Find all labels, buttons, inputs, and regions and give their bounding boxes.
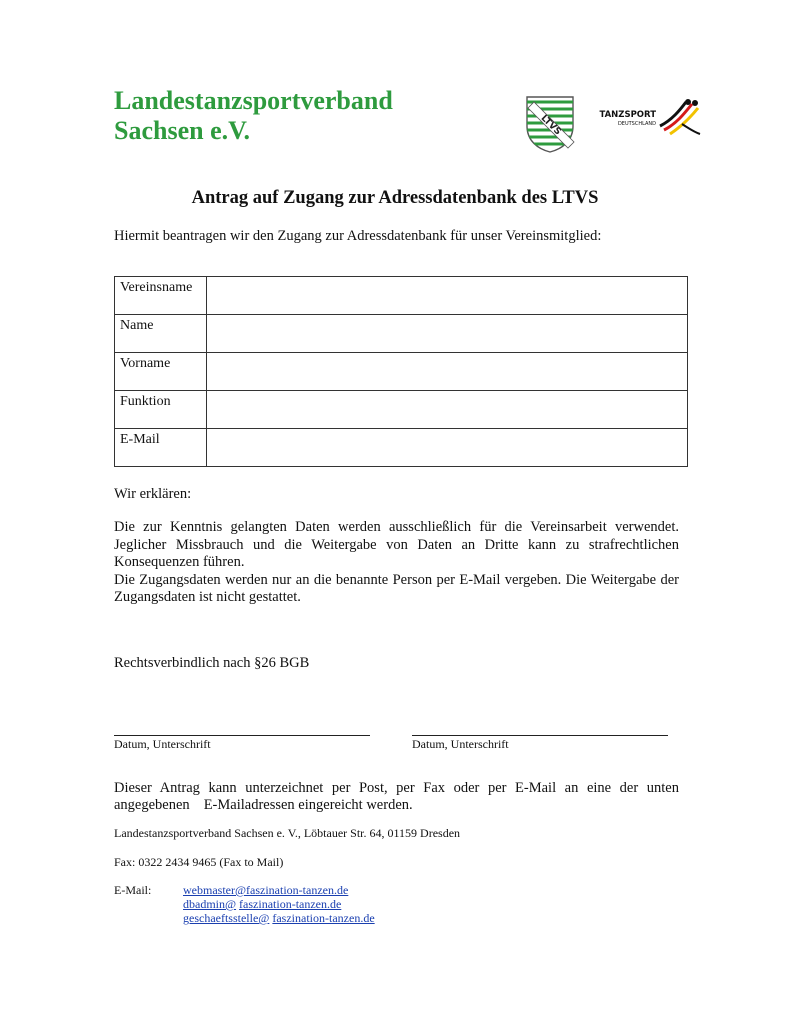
form-row-name — [115, 315, 688, 353]
form-row-email — [115, 429, 688, 467]
form-label: E-Mail — [115, 429, 207, 467]
email-address-item — [183, 897, 375, 911]
email-link-geschaeftsstelle-user[interactable]: geschaeftsstelle@ — [183, 911, 270, 925]
ltvs-logo — [524, 94, 576, 154]
email-link-dbadmin-user[interactable]: dbadmin@ — [183, 897, 237, 911]
fax-number: Fax: 0322 2434 9465 (Fax to Mail) — [114, 855, 284, 869]
email-label: E-Mail: — [114, 883, 152, 897]
email-address-list — [183, 883, 375, 925]
form-row-vereinsname — [115, 277, 688, 315]
signature-label-right: Datum, Unterschrift — [412, 737, 509, 751]
declaration-heading: Wir erklären: — [114, 486, 192, 502]
organization-name — [114, 86, 434, 146]
submission-note-part1: Dieser Antrag kann unterzeichnet per Post, per Fax oder per E-Mail an eine der unten angegebenen — [114, 780, 679, 813]
form-label: Vorname — [115, 353, 207, 391]
submission-note — [114, 780, 679, 814]
form-label: Vereinsname — [115, 277, 207, 315]
email-address-item — [183, 883, 375, 897]
declaration-paragraph: Die zur Kenntnis gelangten Daten werden ausschließlich für die Vereinsarbeit verwendet. Jeglicher Missbrauch und die Weitergabe von Daten an Dritte kann zu strafrechtlichen Konsequenzen führen. — [114, 519, 679, 570]
signature-line-left[interactable] — [114, 735, 370, 736]
form-label: Funktion — [115, 391, 207, 429]
signature-label-left: Datum, Unterschrift — [114, 737, 211, 751]
form-row-vorname — [115, 353, 688, 391]
form-label: Name — [115, 315, 207, 353]
intro-text: Hiermit beantragen wir den Zugang zur Adressdatenbank für unser Vereinsmitglied: — [114, 228, 602, 244]
declaration-paragraph: Die Zugangsdaten werden nur an die benannte Person per E-Mail vergeben. Die Weitergabe der Zugangsdaten ist nicht gestattet. — [114, 571, 679, 605]
name-field[interactable] — [206, 315, 687, 353]
document-title: Antrag auf Zugang zur Adressdatenbank des LTVS — [191, 188, 599, 208]
email-address-item — [183, 911, 375, 925]
form-row-funktion — [115, 391, 688, 429]
postal-address: Landestanzsportverband Sachsen e. V., Löbtauer Str. 64, 01159 Dresden — [114, 826, 461, 840]
email-link-dbadmin-domain[interactable]: faszination-tanzen.de — [239, 897, 342, 911]
email-field[interactable] — [206, 429, 687, 467]
deutschland-logo-text: DEUTSCHLAND — [617, 121, 656, 127]
tanzsport-deutschland-logo — [599, 96, 704, 140]
vereinsname-field[interactable] — [206, 277, 687, 315]
email-link-geschaeftsstelle-domain[interactable]: faszination-tanzen.de — [272, 911, 375, 925]
submission-note-part2: E-Mailadressen eingereicht werden. — [203, 797, 413, 813]
tanzsport-logo-text: TANZSPORT — [599, 110, 656, 120]
funktion-field[interactable] — [206, 391, 687, 429]
organization-name-line2: Sachsen e.V. — [114, 116, 251, 145]
email-link-webmaster[interactable]: webmaster@faszination-tanzen.de — [183, 883, 349, 897]
signature-line-right[interactable] — [412, 735, 668, 736]
declaration-text — [114, 519, 679, 607]
organization-name-line1: Landestanzsportverband — [114, 86, 393, 115]
vorname-field[interactable] — [206, 353, 687, 391]
legal-note: Rechtsverbindlich nach §26 BGB — [114, 655, 310, 671]
member-form-table — [114, 276, 688, 467]
ltvs-logo-text: LTVS — [538, 113, 563, 138]
